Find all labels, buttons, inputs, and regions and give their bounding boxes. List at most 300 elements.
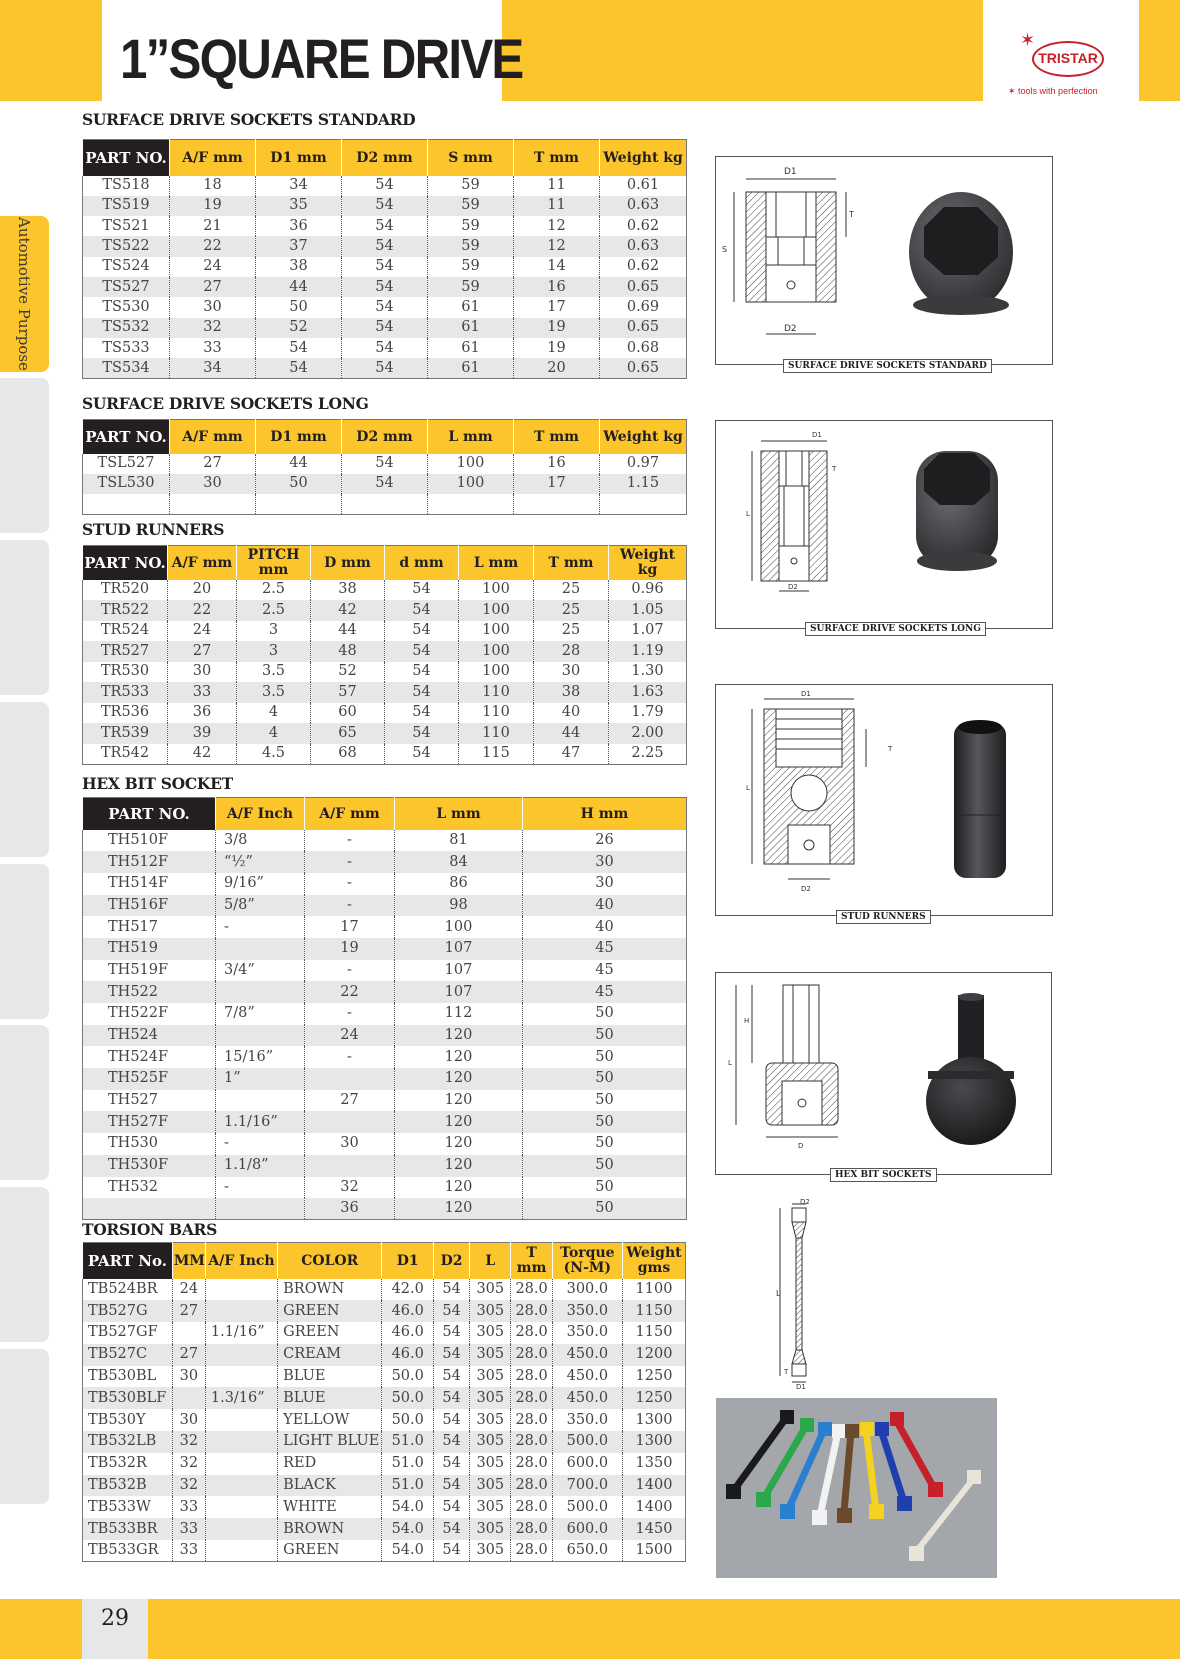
table-cell: 12	[514, 216, 600, 236]
table-cell: 0.63	[600, 196, 687, 216]
table-cell: 3/8	[216, 830, 305, 852]
table-header-row	[83, 798, 687, 830]
table-cell	[216, 1025, 305, 1047]
table-row	[83, 1518, 686, 1540]
table-cell: TR542	[100, 745, 150, 761]
column-header: H mm	[523, 798, 687, 830]
table-cell: 305	[470, 1366, 511, 1388]
table-cell: 107	[395, 960, 523, 982]
column-header: A/F mm	[168, 546, 237, 580]
table-cell: TH524F	[108, 1048, 169, 1065]
table-cell: 1350	[622, 1453, 685, 1475]
table-cell: 4	[237, 703, 311, 724]
table-cell: 27	[172, 1344, 205, 1366]
table-cell: 54	[342, 474, 428, 494]
table-cell: TS524	[102, 258, 150, 275]
column-header: D mm	[311, 546, 385, 580]
table-cell: 59	[428, 257, 514, 277]
column-header: Torque (N-M)	[552, 1243, 622, 1279]
side-tab-automotive-purpose[interactable]	[0, 216, 49, 372]
table-cell: 52	[311, 662, 385, 683]
table-cell: TH524	[83, 1025, 216, 1047]
label-d2: D2	[801, 885, 811, 893]
table-cell: 450.0	[552, 1366, 622, 1388]
table-cell: 305	[470, 1518, 511, 1540]
page-number: 29	[101, 1606, 129, 1631]
table-cell: 305	[470, 1475, 511, 1497]
surface-long-table	[82, 419, 687, 515]
table-cell: 600.0	[552, 1453, 622, 1475]
table-cell: 17	[514, 474, 600, 494]
column-header: T mm	[514, 420, 600, 454]
table-cell: TS518	[102, 177, 150, 194]
table-cell: 1250	[622, 1387, 685, 1409]
surface-long-drawing	[716, 421, 1054, 630]
table-cell: 19	[305, 938, 395, 960]
table-cell	[600, 494, 687, 514]
table-cell: TH530F	[83, 1155, 216, 1177]
column-header: D1 mm	[256, 420, 342, 454]
table-cell: 44	[311, 621, 385, 642]
table-cell: 40	[523, 916, 687, 938]
table-cell	[514, 494, 600, 514]
footer-band	[0, 1599, 1180, 1659]
table-cell: TS521	[102, 217, 150, 234]
table-cell: 33	[168, 682, 237, 703]
table-cell	[205, 1344, 277, 1366]
table-cell: TH517	[108, 918, 158, 935]
table-cell: 100	[395, 916, 523, 938]
table-cell: WHITE	[278, 1496, 382, 1518]
table-cell	[205, 1496, 277, 1518]
table-cell: BLACK	[278, 1475, 382, 1497]
table-cell: 500.0	[552, 1431, 622, 1453]
table-cell: BROWN	[278, 1279, 382, 1301]
table-cell: 1.1/16”	[216, 1111, 305, 1133]
table-cell: TR530	[100, 663, 150, 680]
table-row	[83, 703, 687, 724]
table-cell	[305, 1068, 395, 1090]
label-d1: D1	[796, 1383, 806, 1390]
table-cell: 54	[434, 1300, 470, 1322]
table-cell: TR536	[100, 704, 150, 721]
table-cell: 107	[395, 938, 523, 960]
table-row	[83, 257, 687, 277]
table-cell: TS527	[83, 277, 170, 297]
side-tab[interactable]	[0, 378, 49, 533]
table-cell: 100	[459, 600, 534, 621]
label-d1: D1	[801, 690, 811, 698]
table-cell: 50	[523, 1133, 687, 1155]
table-cell: 54	[434, 1496, 470, 1518]
table-cell: 45	[523, 981, 687, 1003]
table-cell: 21	[170, 216, 256, 236]
table-cell: 28.0	[511, 1496, 552, 1518]
table-cell: 2.5	[237, 600, 311, 621]
table-row	[83, 830, 687, 852]
table-cell: TB532R	[88, 1455, 147, 1472]
table-row	[83, 723, 687, 744]
table-cell: 9/16”	[216, 873, 305, 895]
table-cell: 120	[395, 1155, 523, 1177]
table-row	[83, 454, 687, 474]
table-cell: 120	[395, 1111, 523, 1133]
section-title-torsion-bars: TORSION BARS	[82, 1220, 218, 1239]
table-cell: 28.0	[511, 1518, 552, 1540]
table-cell: 40	[523, 895, 687, 917]
table-cell: 57	[311, 682, 385, 703]
column-header: Weight kg	[600, 420, 687, 454]
torsion-bar-drawing	[760, 1198, 820, 1390]
column-header: S mm	[428, 140, 514, 176]
table-row	[83, 1068, 687, 1090]
table-cell: BLUE	[278, 1387, 382, 1409]
table-cell: 81	[395, 830, 523, 852]
table-cell: 0.62	[600, 257, 687, 277]
table-cell: TH527	[108, 1092, 158, 1109]
table-cell: 300.0	[552, 1279, 622, 1301]
table-cell: 50	[523, 1177, 687, 1199]
table-cell: 51.0	[382, 1475, 434, 1497]
table-cell: 1450	[622, 1518, 685, 1540]
table-cell: TH522F	[108, 1005, 169, 1022]
table-cell	[216, 938, 305, 960]
hex-bit-drawing	[716, 973, 1053, 1176]
table-cell: 30	[523, 873, 687, 895]
table-cell: 1400	[622, 1496, 685, 1518]
table-cell: 24	[168, 621, 237, 642]
table-cell: 0.65	[600, 318, 687, 338]
column-header: L mm	[459, 546, 534, 580]
figure-caption: HEX BIT SOCKETS	[830, 1168, 937, 1182]
table-cell: 50	[523, 1155, 687, 1177]
figure-surface-standard	[715, 156, 1053, 365]
table-cell: 12	[514, 236, 600, 256]
column-header: PART No.	[83, 1243, 173, 1279]
figure-torsion-bar	[760, 1198, 820, 1390]
table-cell: “½”	[216, 851, 305, 873]
table-cell	[83, 494, 170, 514]
table-cell: 98	[395, 895, 523, 917]
table-cell: 32	[172, 1453, 205, 1475]
side-tab[interactable]	[0, 1187, 49, 1342]
label-t: T	[832, 465, 837, 473]
table-cell: 54	[434, 1322, 470, 1344]
table-cell: 110	[459, 703, 534, 724]
table-row	[83, 474, 687, 494]
table-cell: 33	[172, 1518, 205, 1540]
table-cell: TB530Y	[88, 1411, 146, 1428]
table-row	[83, 1540, 686, 1562]
table-cell: 22	[305, 981, 395, 1003]
table-cell: 28.0	[511, 1300, 552, 1322]
column-header: L	[470, 1243, 511, 1279]
table-row	[83, 1366, 686, 1388]
table-cell: 22	[170, 236, 256, 256]
logo-brand: TRISTAR	[1038, 50, 1098, 66]
column-header: T mm	[511, 1243, 552, 1279]
table-header-row	[83, 1243, 686, 1279]
column-header: L mm	[428, 420, 514, 454]
table-cell: TH525F	[83, 1068, 216, 1090]
label-d2: D2	[800, 1198, 810, 1206]
table-row	[83, 873, 687, 895]
table-cell: 50	[256, 297, 342, 317]
table-cell: 32	[305, 1177, 395, 1199]
table-cell: 450.0	[552, 1387, 622, 1409]
table-cell: 120	[395, 1177, 523, 1199]
table-cell: 33	[170, 338, 256, 358]
side-tab[interactable]	[0, 540, 49, 695]
label-d1: D1	[784, 167, 797, 177]
table-cell: TS532	[83, 318, 170, 338]
table-cell: 11	[514, 196, 600, 216]
table-cell: 46.0	[382, 1322, 434, 1344]
section-title-surface-long: SURFACE DRIVE SOCKETS LONG	[82, 394, 369, 413]
column-header: A/F Inch	[216, 798, 305, 830]
torsion-bars-illustration	[716, 1398, 997, 1578]
table-cell: 27	[168, 641, 237, 662]
table-row	[83, 216, 687, 236]
column-header: d mm	[385, 546, 459, 580]
table-cell: 500.0	[552, 1496, 622, 1518]
table-cell: 1200	[622, 1344, 685, 1366]
table-cell: 54	[342, 318, 428, 338]
column-header: COLOR	[278, 1243, 382, 1279]
table-cell: TB532LB	[83, 1431, 173, 1453]
table-cell: 54	[434, 1431, 470, 1453]
table-cell: 100	[428, 474, 514, 494]
table-row	[83, 1279, 686, 1301]
table-row	[83, 851, 687, 873]
table-row	[83, 1387, 686, 1409]
table-cell: TB533BR	[83, 1518, 173, 1540]
table-cell: 20	[168, 580, 237, 601]
table-cell: YELLOW	[278, 1409, 382, 1431]
table-cell: 120	[395, 1068, 523, 1090]
table-cell	[172, 1387, 205, 1409]
label-l: L	[728, 1059, 732, 1067]
table-cell: 19	[514, 318, 600, 338]
table-cell: 11	[514, 176, 600, 196]
table-cell: 15/16”	[216, 1046, 305, 1068]
table-cell: TH510F	[108, 831, 169, 848]
table-row	[83, 338, 687, 358]
table-cell: 110	[459, 682, 534, 703]
table-cell	[170, 494, 256, 514]
table-row	[83, 358, 687, 378]
logo-tagline: ✶ tools with perfection	[1008, 86, 1098, 96]
table-cell: -	[305, 960, 395, 982]
table-cell: 54	[256, 338, 342, 358]
table-cell: 1.15	[600, 474, 687, 494]
column-header: PITCH mm	[237, 546, 311, 580]
table-cell	[205, 1453, 277, 1475]
table-cell: 14	[514, 257, 600, 277]
table-cell: 3.5	[237, 682, 311, 703]
table-cell: TH530	[108, 1135, 158, 1152]
table-cell: TH519F	[108, 961, 169, 978]
table-cell: 1250	[622, 1366, 685, 1388]
table-row	[83, 176, 687, 196]
table-cell	[205, 1366, 277, 1388]
table-cell: 38	[256, 257, 342, 277]
table-cell: 115	[459, 744, 534, 765]
table-cell: 42.0	[382, 1279, 434, 1301]
table-row	[83, 916, 687, 938]
table-cell: 54	[385, 723, 459, 744]
label-l: L	[746, 784, 750, 792]
table-cell: 61	[428, 338, 514, 358]
table-cell: 54	[342, 297, 428, 317]
table-row	[83, 1431, 686, 1453]
table-row	[83, 621, 687, 642]
table-cell: 54.0	[382, 1518, 434, 1540]
table-cell: 20	[514, 358, 600, 378]
table-row	[83, 662, 687, 683]
table-cell: 100	[428, 454, 514, 474]
table-cell: 1300	[622, 1409, 685, 1431]
table-cell: 54	[434, 1366, 470, 1388]
table-header-row	[83, 546, 687, 580]
table-cell: 305	[470, 1387, 511, 1409]
table-cell: 17	[514, 297, 600, 317]
table-row	[83, 682, 687, 703]
table-cell: 61	[428, 358, 514, 378]
table-cell: TR527	[83, 641, 168, 662]
table-cell: 16	[514, 454, 600, 474]
side-tab[interactable]	[0, 1025, 49, 1180]
table-cell: 107	[395, 981, 523, 1003]
column-header: PART NO.	[83, 546, 168, 580]
table-cell: 3	[237, 621, 311, 642]
table-cell: 305	[470, 1453, 511, 1475]
table-cell	[216, 981, 305, 1003]
table-row	[83, 1475, 686, 1497]
table-cell: 1150	[622, 1322, 685, 1344]
figure-surface-long	[715, 420, 1053, 629]
column-header: Weight kg	[600, 140, 687, 176]
table-cell: TB527C	[83, 1344, 173, 1366]
table-cell: 59	[428, 176, 514, 196]
table-cell: 28.0	[511, 1279, 552, 1301]
table-cell: 54	[342, 454, 428, 474]
table-cell: TH522	[83, 981, 216, 1003]
table-cell: TR539	[83, 723, 168, 744]
stud-runners-drawing	[716, 685, 1054, 917]
table-cell: 1500	[622, 1540, 685, 1562]
table-cell: 1.79	[609, 703, 687, 724]
table-cell: TH532	[108, 1178, 158, 1195]
side-tab[interactable]	[0, 1349, 49, 1504]
table-cell: 4.5	[237, 744, 311, 765]
table-cell: 54	[385, 580, 459, 601]
figure-stud-runners	[715, 684, 1053, 916]
side-tab[interactable]	[0, 864, 49, 1019]
column-header: A/F mm	[305, 798, 395, 830]
table-cell: 4	[237, 723, 311, 744]
table-cell: 50.0	[382, 1387, 434, 1409]
table-cell: 305	[470, 1431, 511, 1453]
table-cell: 36	[168, 703, 237, 724]
table-cell: 30	[172, 1409, 205, 1431]
table-cell: -	[305, 1003, 395, 1025]
table-row	[83, 1344, 686, 1366]
table-cell: 47	[534, 744, 609, 765]
table-row	[83, 960, 687, 982]
surface-standard-drawing	[716, 157, 1054, 366]
table-cell: 54.0	[382, 1540, 434, 1562]
table-cell: 0.62	[600, 216, 687, 236]
table-cell: TB532B	[83, 1475, 173, 1497]
table-cell: 25	[534, 600, 609, 621]
star-icon: ✶	[1020, 30, 1036, 51]
table-row	[83, 1025, 687, 1047]
table-cell: 86	[395, 873, 523, 895]
table-header-row	[83, 420, 687, 454]
table-cell: 30	[534, 662, 609, 683]
table-cell: 54	[342, 196, 428, 216]
table-cell: 19	[514, 338, 600, 358]
table-cell	[205, 1431, 277, 1453]
table-cell: 27	[170, 277, 256, 297]
table-cell: 54	[342, 176, 428, 196]
column-header: D2 mm	[342, 140, 428, 176]
table-cell: 50.0	[382, 1409, 434, 1431]
table-cell: 54	[385, 600, 459, 621]
table-row	[83, 1155, 687, 1177]
table-cell: 1.05	[609, 600, 687, 621]
table-cell: 28.0	[511, 1431, 552, 1453]
table-cell: TB530BL	[88, 1368, 157, 1385]
table-cell: TS519	[83, 196, 170, 216]
table-cell: 24	[172, 1279, 205, 1301]
table-cell: TH519	[83, 938, 216, 960]
table-cell: TS533	[102, 339, 150, 356]
surface-standard-table	[82, 139, 687, 379]
table-cell: 1.1/8”	[216, 1155, 305, 1177]
table-cell: -	[216, 1177, 305, 1199]
stud-runners-table	[82, 545, 687, 765]
label-t: T	[849, 210, 854, 219]
table-row	[83, 580, 687, 601]
side-tab-label: Automotive Purpose	[15, 217, 33, 371]
table-cell: TB527G	[83, 1300, 173, 1322]
table-row	[83, 236, 687, 256]
table-cell: 59	[428, 216, 514, 236]
label-l: L	[746, 510, 750, 518]
table-cell	[305, 1155, 395, 1177]
column-header: L mm	[395, 798, 523, 830]
label-t: T	[888, 745, 893, 753]
side-tab[interactable]	[0, 702, 49, 857]
table-cell: 44	[534, 723, 609, 744]
column-header: PART NO.	[83, 420, 170, 454]
table-cell: 33	[172, 1540, 205, 1562]
table-cell: 36	[256, 216, 342, 236]
table-cell: 50	[523, 1111, 687, 1133]
table-cell: 0.65	[600, 358, 687, 378]
table-row	[83, 744, 687, 765]
table-cell: 32	[172, 1431, 205, 1453]
column-header: PART NO.	[83, 140, 170, 176]
table-cell: 0.63	[600, 236, 687, 256]
table-cell: 54	[385, 682, 459, 703]
table-cell: 22	[168, 600, 237, 621]
table-row	[83, 641, 687, 662]
table-row	[83, 1090, 687, 1112]
table-cell: 28.0	[511, 1366, 552, 1388]
